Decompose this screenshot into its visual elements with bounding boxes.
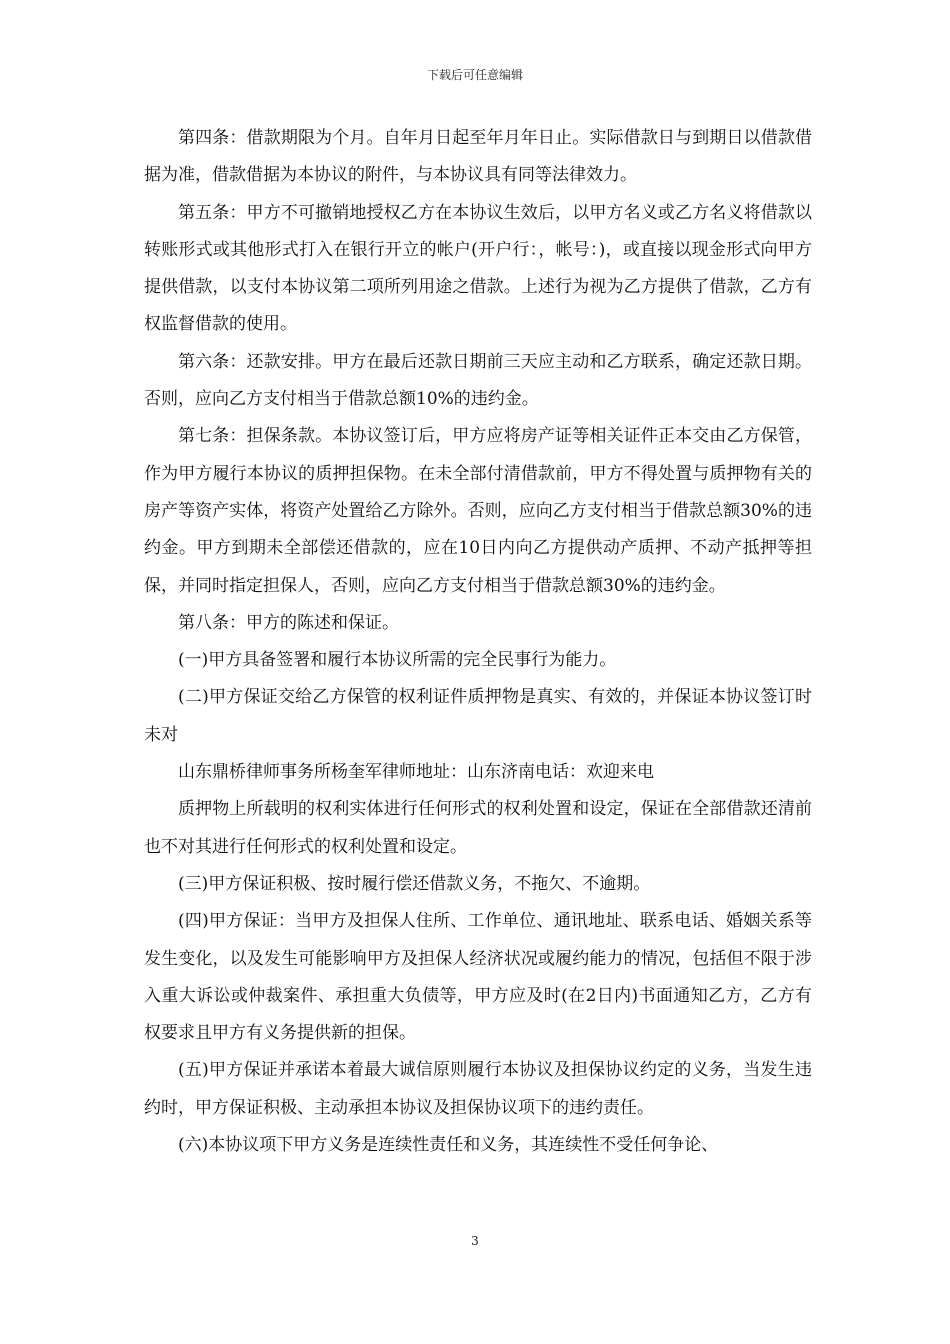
- clause-6-paragraph: (六)本协议项下甲方义务是连续性责任和义务，其连续性不受任何争论、: [178, 1135, 719, 1156]
- clause-5-paragraph: (五)甲方保证并承诺本着最大诚信原则履行本协议及担保协议约定的义务，当发生违约时，甲方保证积极、主动承担本协议及担保协议项下的违约责任。: [144, 1060, 812, 1118]
- article-4-paragraph: 第四条：借款期限为个月。自年月日起至年月年日止。实际借款日与到期日以借款借据为准，借款借据为本协议的附件，与本协议具有同等法律效力。: [144, 128, 812, 186]
- page-number: 3: [471, 1234, 479, 1248]
- article-7-paragraph: 第七条：担保条款。本协议签订后，甲方应将房产证等相关证件正本交由乙方保管，作为甲方履行本协议的质押担保物。在未全部付清借款前，甲方不得处置与质押物有关的房产等资产实体，将资产处置给乙方除外。否则，应向乙方支付相当于借款总额30%的违约金。甲方到期未全部偿还借款的，应在10日内向乙方提供动产质押、不动产抵押等担保，并同时指定担保人，否则，应向乙方支付相当于借款总额30%的违约金。: [144, 426, 812, 596]
- article-5-paragraph: 第五条：甲方不可撤销地授权乙方在本协议生效后，以甲方名义或乙方名义将借款以转账形式或其他形式打入在银行开立的帐户(开户行：，帐号：)，或直接以现金形式向甲方提供借款，以支付本协议第二项所列用途之借款。上述行为视为乙方提供了借款，乙方有权监督借款的使用。: [144, 202, 812, 335]
- clause-4-paragraph: (四)甲方保证：当甲方及担保人住所、工作单位、通讯地址、联系电话、婚姻关系等发生变化，以及发生可能影响甲方及担保人经济状况或履约能力的情况，包括但不限于涉入重大诉讼或仲裁案件、承担重大负债等，甲方应及时(在2日内)书面通知乙方，乙方有权要求且甲方有义务提供新的担保。: [144, 911, 812, 1044]
- clause-2-continuation: 质押物上所载明的权利实体进行任何形式的权利处置和设定，保证在全部借款还清前也不对其进行任何形式的权利处置和设定。: [144, 799, 812, 857]
- clause-1-paragraph: (一)甲方具备签署和履行本协议所需的完全民事行为能力。: [178, 650, 617, 671]
- law-firm-footer-line: 山东鼎桥律师事务所杨奎军律师地址：山东济南电话：欢迎来电: [178, 762, 654, 783]
- clause-2-paragraph: (二)甲方保证交给乙方保管的权利证件质押物是真实、有效的，并保证本协议签订时未对: [144, 687, 812, 745]
- clause-3-paragraph: (三)甲方保证积极、按时履行偿还借款义务，不拖欠、不逾期。: [178, 873, 651, 894]
- article-8-heading: 第八条：甲方的陈述和保证。: [178, 612, 399, 633]
- document-body: [144, 120, 812, 1164]
- page-header: 下载后可任意编辑: [426, 68, 523, 82]
- article-6-paragraph: 第六条：还款安排。甲方在最后还款日期前三天应主动和乙方联系，确定还款日期。否则，应向乙方支付相当于借款总额10%的违约金。: [144, 351, 812, 410]
